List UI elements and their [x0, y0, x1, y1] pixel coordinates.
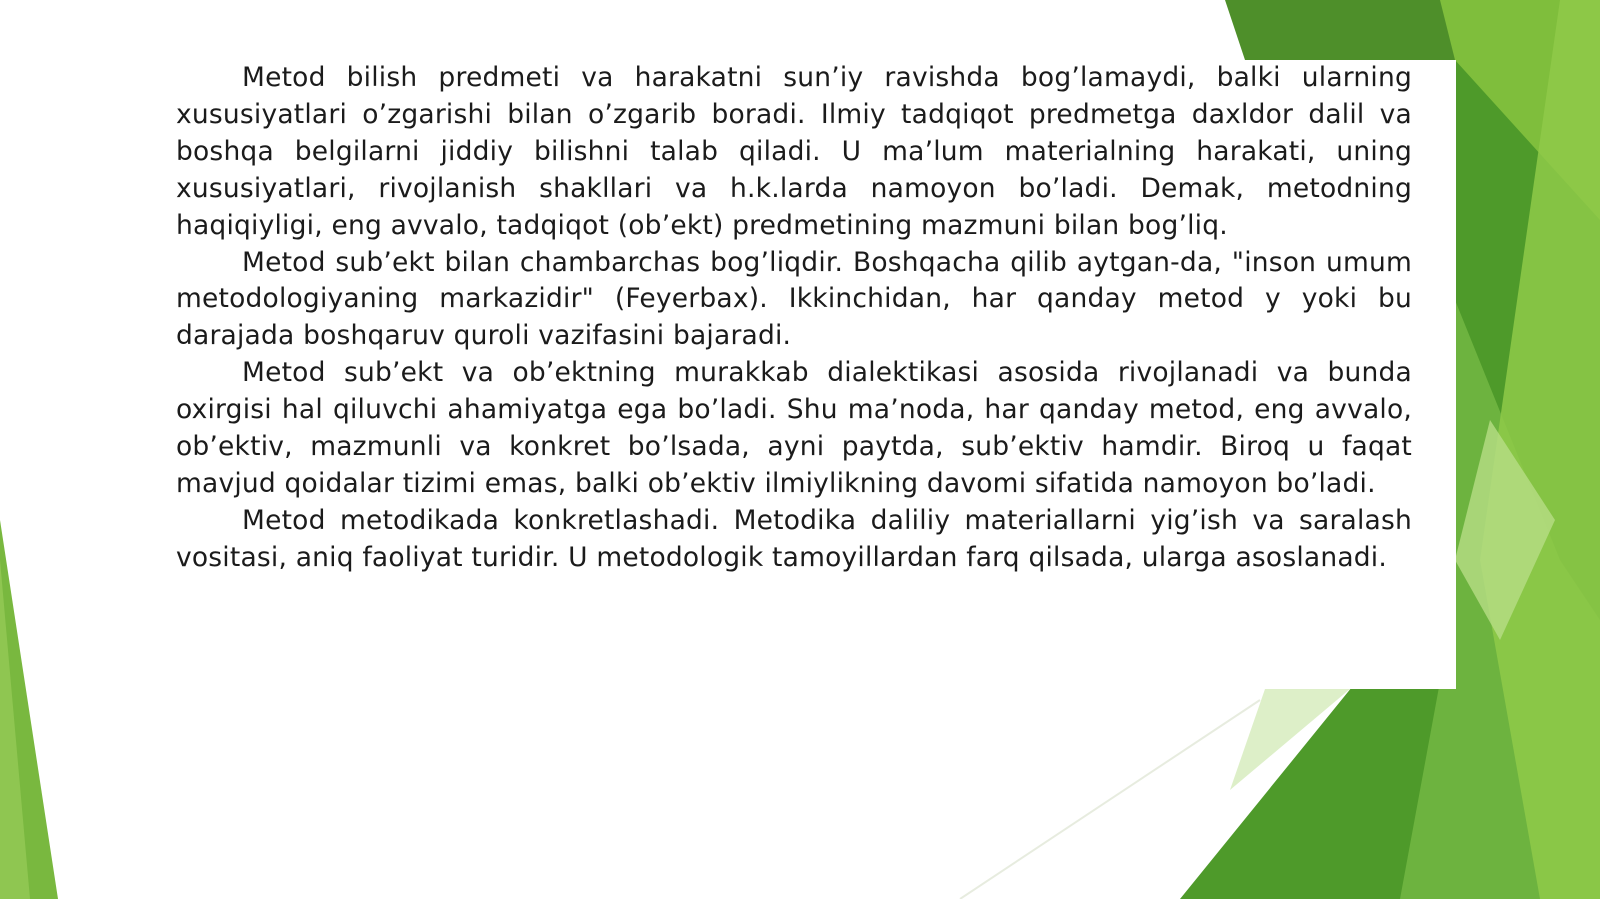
- paragraph-2: Metod sub’ekt bilan chambarchas bog’liqdir. Boshqacha qilib aytgan-da, "inson umum metodologiyaning markazidir" (Feyerbax). Ikkinchidan, har qanday metod y yoki bu darajada boshqaruv quroli vazifasini bajaradi.: [176, 246, 1412, 352]
- paragraph-4: Metod metodikada konkretlashadi. Metodika daliliy materiallarni yig’ish va saralash vositasi, aniq faoliyat turidir. U metodologik tamoyillardan farq qilsada, ularga asoslanadi.: [176, 504, 1412, 573]
- text-content-box: [162, 60, 1456, 689]
- paragraph-3: Metod sub’ekt va ob’ektning murakkab dialektikasi asosida rivojlanadi va bunda oxirgisi hal qiluvchi ahamiyatga ega bo’ladi. Shu ma’noda, har qanday metod, eng avvalo, ob’ektiv, mazmunli va konkret bo’lsada, ayni paytda, sub’ektiv hamdir. Biroq u faqat mavjud qoidalar tizimi emas, balki ob’ektiv ilmiylikning davomi sifatida namoyon bo’ladi.: [176, 357, 1412, 499]
- paragraph-1: Metod bilish predmeti va harakatni sun’iy ravishda bog’lamaydi, balki ularning xususiyatlari o’zgarishi bilan o’zgarib boradi. Ilmiy tadqiqot predmetga daxldor dalil va boshqa belgilarni jiddiy bilishni talab qiladi. U ma’lum materialning harakati, uning xususiyatlari, rivojlanish shakllari va h.k.larda namoyon bo’ladi. Demak, metodning haqiqiyligi, eng avvalo, tadqiqot (ob’ekt) predmetining mazmuni bilan bog’liq.: [176, 62, 1412, 241]
